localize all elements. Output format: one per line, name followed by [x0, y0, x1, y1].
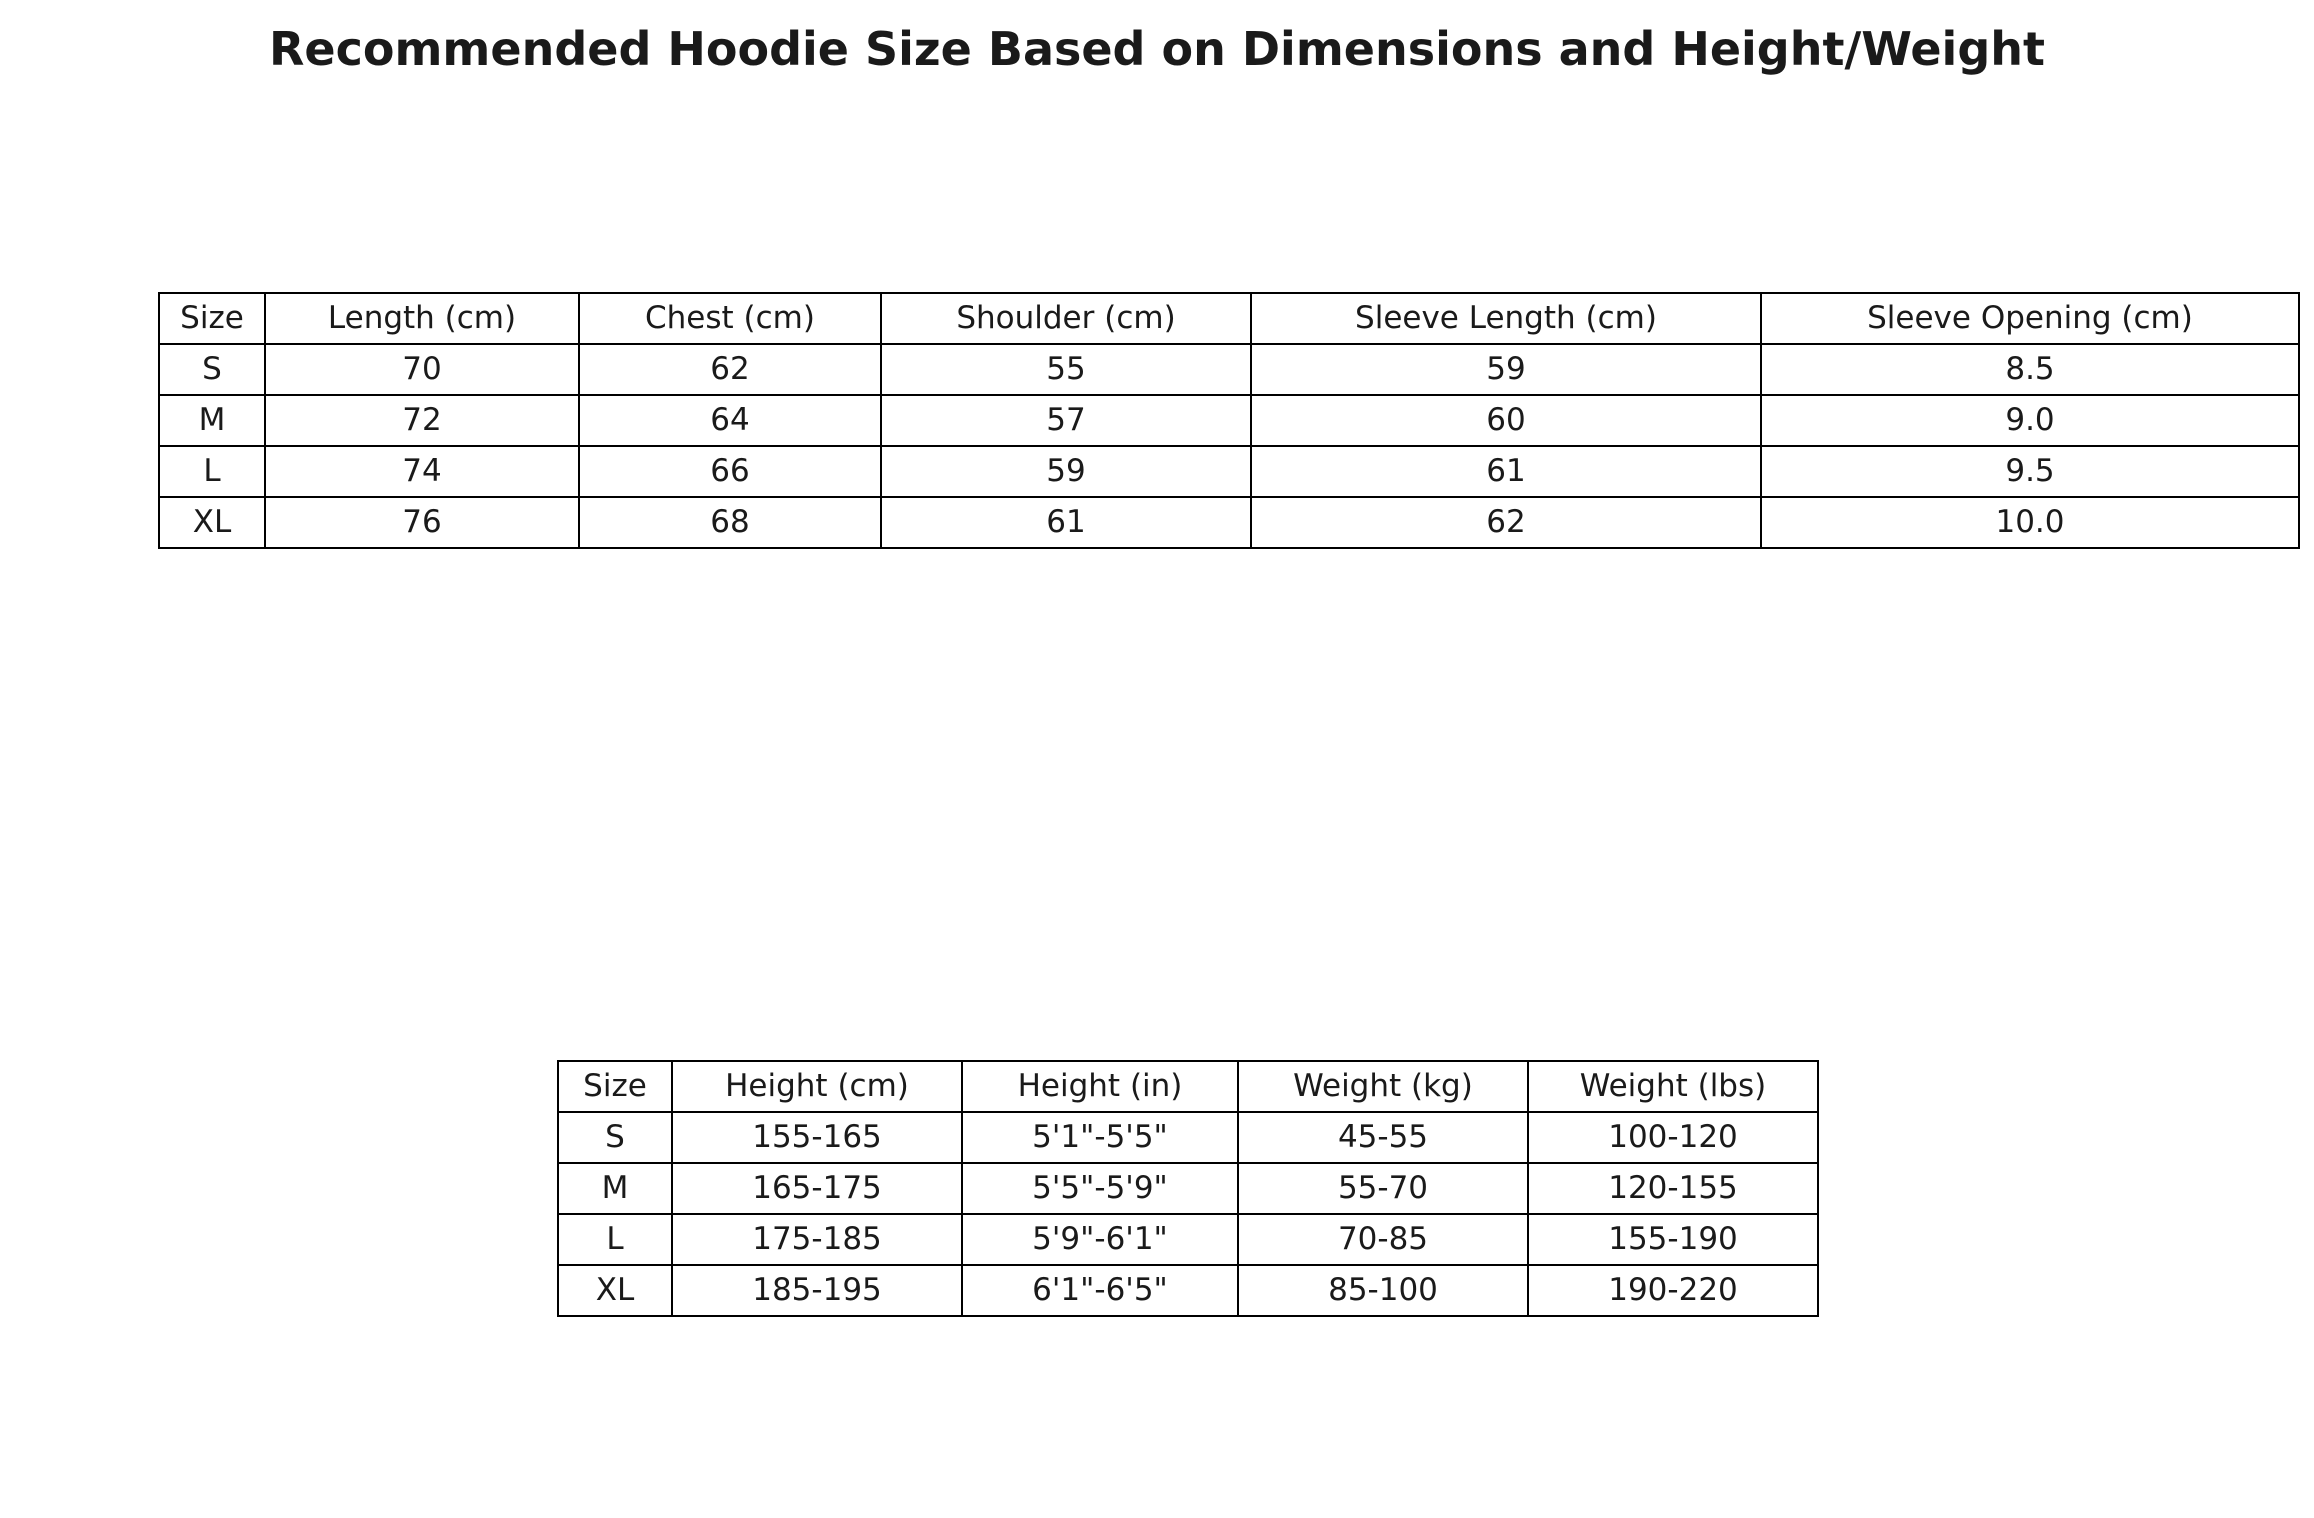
column-header-height-in: Height (in) [962, 1061, 1238, 1112]
cell-weight-kg: 55-70 [1238, 1163, 1528, 1214]
table-row [558, 1112, 1818, 1163]
dimensions-table [158, 292, 2300, 549]
table-row [558, 1214, 1818, 1265]
cell-sleeve-opening: 9.0 [1761, 395, 2299, 446]
column-header-size: Size [558, 1061, 672, 1112]
cell-sleeve-opening: 9.5 [1761, 446, 2299, 497]
column-header-height-cm: Height (cm) [672, 1061, 962, 1112]
column-header-length: Length (cm) [265, 293, 579, 344]
table-row [159, 446, 2299, 497]
table-row [159, 395, 2299, 446]
cell-shoulder: 57 [881, 395, 1251, 446]
cell-sleeve-length: 61 [1251, 446, 1761, 497]
height-weight-table [557, 1060, 1819, 1317]
cell-length: 74 [265, 446, 579, 497]
column-header-sleeve-opening: Sleeve Opening (cm) [1761, 293, 2299, 344]
cell-sleeve-length: 60 [1251, 395, 1761, 446]
cell-weight-lbs: 190-220 [1528, 1265, 1818, 1316]
table-row [159, 344, 2299, 395]
table-row [558, 1265, 1818, 1316]
cell-shoulder: 55 [881, 344, 1251, 395]
cell-size: S [558, 1112, 672, 1163]
cell-weight-lbs: 100-120 [1528, 1112, 1818, 1163]
cell-sleeve-length: 59 [1251, 344, 1761, 395]
cell-weight-lbs: 120-155 [1528, 1163, 1818, 1214]
cell-height-in: 5'9"-6'1" [962, 1214, 1238, 1265]
table-header-row [558, 1061, 1818, 1112]
cell-size: L [558, 1214, 672, 1265]
cell-shoulder: 61 [881, 497, 1251, 548]
cell-size: XL [159, 497, 265, 548]
cell-height-cm: 155-165 [672, 1112, 962, 1163]
cell-weight-kg: 45-55 [1238, 1112, 1528, 1163]
column-header-chest: Chest (cm) [579, 293, 881, 344]
cell-weight-kg: 70-85 [1238, 1214, 1528, 1265]
cell-sleeve-opening: 10.0 [1761, 497, 2299, 548]
cell-height-cm: 185-195 [672, 1265, 962, 1316]
column-header-shoulder: Shoulder (cm) [881, 293, 1251, 344]
cell-height-in: 5'1"-5'5" [962, 1112, 1238, 1163]
cell-size: XL [558, 1265, 672, 1316]
cell-height-in: 6'1"-6'5" [962, 1265, 1238, 1316]
cell-length: 72 [265, 395, 579, 446]
cell-chest: 64 [579, 395, 881, 446]
cell-sleeve-opening: 8.5 [1761, 344, 2299, 395]
column-header-weight-kg: Weight (kg) [1238, 1061, 1528, 1112]
cell-height-cm: 165-175 [672, 1163, 962, 1214]
cell-weight-lbs: 155-190 [1528, 1214, 1818, 1265]
column-header-sleeve-length: Sleeve Length (cm) [1251, 293, 1761, 344]
table-header-row [159, 293, 2299, 344]
cell-chest: 62 [579, 344, 881, 395]
cell-length: 76 [265, 497, 579, 548]
cell-size: M [558, 1163, 672, 1214]
cell-size: M [159, 395, 265, 446]
cell-chest: 68 [579, 497, 881, 548]
cell-length: 70 [265, 344, 579, 395]
column-header-size: Size [159, 293, 265, 344]
cell-sleeve-length: 62 [1251, 497, 1761, 548]
cell-height-cm: 175-185 [672, 1214, 962, 1265]
column-header-weight-lbs: Weight (lbs) [1528, 1061, 1818, 1112]
table-row [159, 497, 2299, 548]
table-row [558, 1163, 1818, 1214]
cell-height-in: 5'5"-5'9" [962, 1163, 1238, 1214]
cell-chest: 66 [579, 446, 881, 497]
cell-shoulder: 59 [881, 446, 1251, 497]
cell-size: L [159, 446, 265, 497]
page-title: Recommended Hoodie Size Based on Dimensions and Height/Weight [269, 22, 2045, 76]
cell-weight-kg: 85-100 [1238, 1265, 1528, 1316]
cell-size: S [159, 344, 265, 395]
